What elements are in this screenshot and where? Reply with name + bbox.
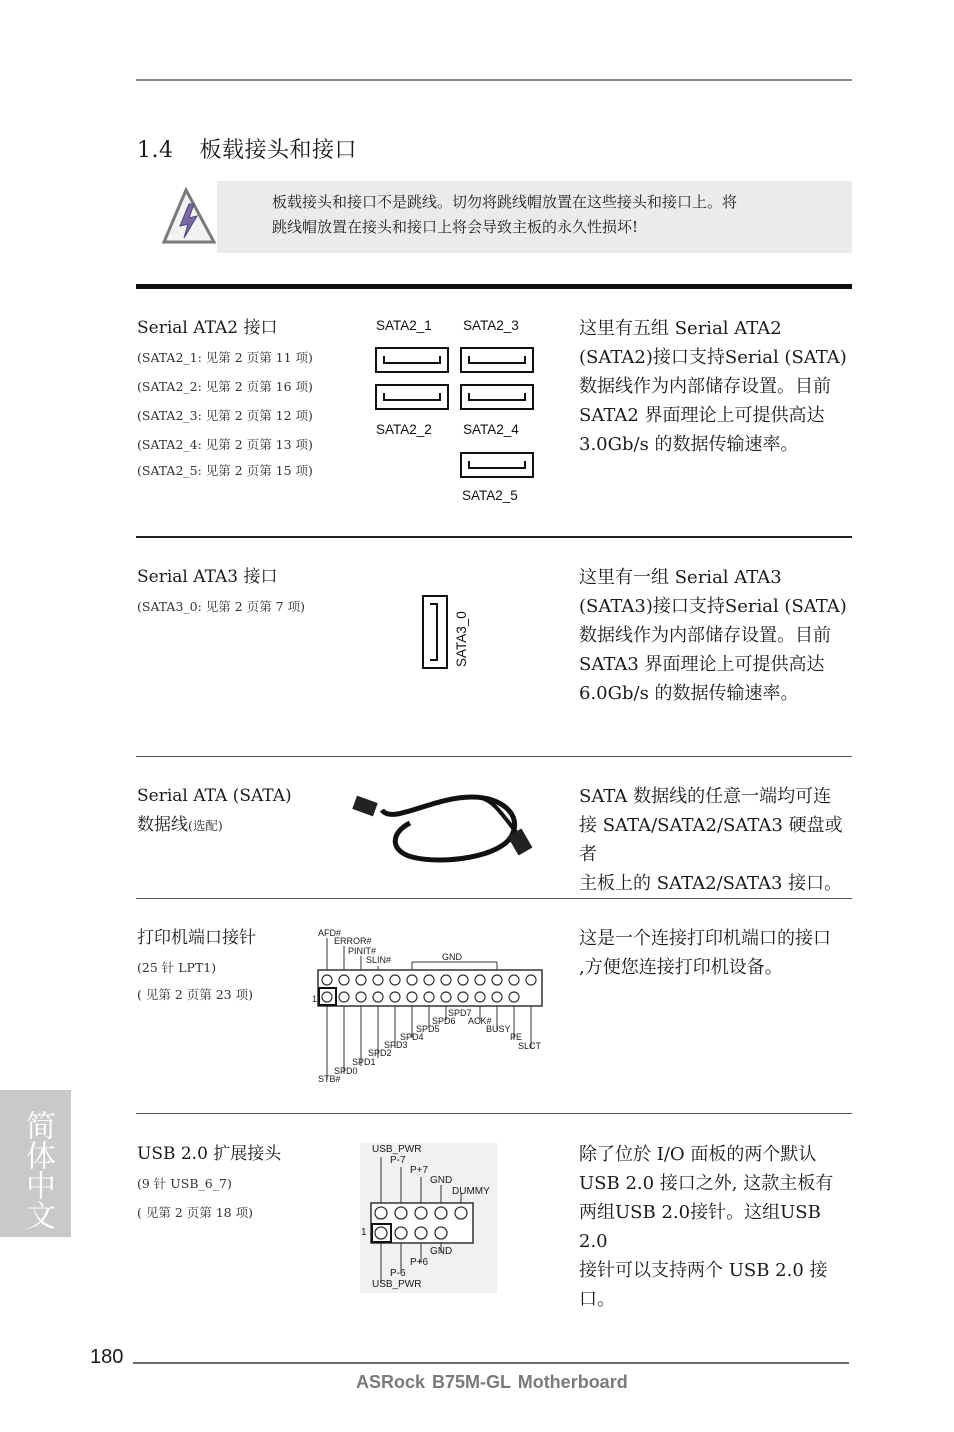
usb-title: USB 2.0 扩展接头 [137, 1144, 282, 1164]
section-number: 1.4 [137, 138, 174, 163]
printer-title: 打印机端口接针 [137, 928, 256, 948]
usb-label-p7-plus: P+7 [410, 1165, 429, 1176]
sata2-desc-line-3: 数据线作为内部储存设置。目前 [579, 376, 831, 397]
sata3-desc-line-4: SATA3 界面理论上可提供高达 [579, 654, 825, 675]
usb-header-diagram [360, 1143, 497, 1293]
usb-label-p6-plus: P+6 [410, 1257, 429, 1268]
usb-label-gnd-bottom: GND [430, 1246, 453, 1257]
usb-label-dummy: DUMMY [452, 1186, 490, 1197]
warning-text [272, 190, 842, 240]
sata2-ref-2: (SATA2_2: 见第 2 页第 16 项) [137, 379, 313, 394]
usb-label-p6-minus: P-6 [390, 1268, 406, 1279]
cable-optional: (选配) [188, 818, 223, 833]
cable-title-2-text: 数据线 [137, 815, 188, 835]
sata2-desc-line-1: 这里有五组 Serial ATA2 [579, 318, 782, 339]
printer-label-slin: SLIN# [366, 955, 392, 965]
cable-desc-line-2: 接 SATA/SATA2/SATA3 硬盘或者 [579, 815, 843, 865]
sata3-description [579, 563, 854, 708]
usb-ref: ( 见第 2 页第 18 项) [137, 1205, 253, 1220]
usb-desc-line-4: 接针可以支持两个 USB 2.0 接 [579, 1260, 828, 1281]
sata2-ref-3: (SATA2_3: 见第 2 页第 12 项) [137, 408, 313, 423]
printer-label-pinit: PINIT# [348, 946, 377, 956]
printer-label-stb: STB# [318, 1074, 341, 1084]
printer-label-slct: SLCT [518, 1041, 542, 1051]
section-heading [137, 133, 357, 164]
printer-label-spd1: SPD1 [352, 1057, 376, 1067]
sata2-description [579, 314, 854, 459]
usb-desc-line-5: 口。 [579, 1289, 615, 1310]
printer-label-pe: PE [510, 1032, 523, 1042]
printer-pins: (25 针 LPT1) [137, 960, 217, 975]
sata2-title: Serial ATA2 接口 [137, 318, 278, 338]
usb-label-p7-minus: P-7 [390, 1155, 406, 1166]
thick-rule [136, 284, 852, 289]
usb-label-pwr-top: USB_PWR [372, 1144, 422, 1155]
cable-desc-line-1: SATA 数据线的任意一端均可连 [579, 786, 832, 807]
sata2-desc-line-2: (SATA2)接口支持Serial (SATA) [579, 347, 847, 368]
sata2-desc-line-5: 3.0Gb/s 的数据传输速率。 [579, 434, 799, 455]
printer-label-busy: BUSY [486, 1024, 511, 1034]
divider-2 [136, 756, 852, 757]
printer-label-spd7: SPD7 [448, 1008, 472, 1018]
sata2-3-label: SATA2_3 [463, 318, 519, 333]
usb-desc-line-1: 除了位於 I/O 面板的两个默认 [579, 1144, 817, 1165]
divider-3 [136, 898, 852, 899]
warning-line-2: 跳线帽放置在接头和接口上将会导致主板的永久性损坏! [272, 218, 639, 236]
section-title: 板载接头和接口 [199, 138, 358, 163]
usb-label-pin1: 1 [361, 1227, 367, 1238]
printer-label-spd6: SPD6 [432, 1016, 456, 1026]
printer-label-spd0: SPD0 [334, 1066, 358, 1076]
sata3-desc-line-5: 6.0Gb/s 的数据传输速率。 [579, 683, 799, 704]
printer-label-pin1: 1 [312, 994, 318, 1004]
printer-label-gnd: GND [442, 952, 462, 962]
footer-product-name: ASRock B75M-GL Motherboard [356, 1372, 628, 1392]
printer-label-error: ERROR# [334, 936, 372, 946]
footer-rule [133, 1362, 849, 1364]
sata2-3-connector [460, 347, 534, 373]
sata3-label: SATA3_0 [454, 611, 469, 667]
printer-label-spd4: SPD4 [400, 1032, 424, 1042]
language-side-tab-label: 简体中文 [20, 1110, 55, 1230]
printer-label-spd5: SPD5 [416, 1024, 440, 1034]
sata-cable-image [352, 785, 538, 867]
cable-desc-line-3: 主板上的 SATA2/SATA3 接口。 [579, 873, 843, 894]
warning-line-1: 板载接头和接口不是跳线。切勿将跳线帽放置在这些接头和接口上。将 [272, 193, 738, 211]
cable-description [579, 782, 854, 898]
sata3-desc-line-2: (SATA3)接口支持Serial (SATA) [579, 596, 847, 617]
sata2-desc-line-4: SATA2 界面理论上可提供高达 [579, 405, 825, 426]
top-rule [136, 79, 852, 81]
sata2-5-connector [460, 452, 534, 478]
sata3-desc-line-1: 这里有一组 Serial ATA3 [579, 567, 782, 588]
cable-title: Serial ATA (SATA) [137, 786, 292, 806]
printer-header-diagram [312, 924, 550, 1090]
sata3-desc-line-3: 数据线作为内部储存设置。目前 [579, 625, 831, 646]
printer-label-afd: AFD# [318, 928, 342, 938]
printer-description [579, 924, 854, 982]
sata3-connector [422, 595, 448, 669]
divider-4 [136, 1113, 852, 1114]
sata2-5-label: SATA2_5 [462, 488, 518, 503]
sata2-2-label: SATA2_2 [376, 422, 432, 437]
warning-icon [160, 186, 218, 246]
sata2-1-label: SATA2_1 [376, 318, 432, 333]
printer-ref: ( 见第 2 页第 23 项) [137, 987, 253, 1002]
sata2-4-label: SATA2_4 [463, 422, 519, 437]
sata2-ref-1: (SATA2_1: 见第 2 页第 11 项) [137, 350, 313, 365]
divider-1 [136, 536, 852, 538]
usb-description [579, 1140, 854, 1314]
sata2-2-connector [375, 384, 449, 410]
usb-desc-line-3: 两组USB 2.0接针。这组USB 2.0 [579, 1202, 821, 1252]
page-number: 180 [90, 1346, 124, 1368]
usb-label-pwr-bottom: USB_PWR [372, 1279, 422, 1290]
usb-desc-line-2: USB 2.0 接口之外, 这款主板有 [579, 1173, 834, 1194]
sata2-ref-5: (SATA2_5: 见第 2 页第 15 项) [137, 463, 313, 478]
printer-label-spd2: SPD2 [368, 1048, 392, 1058]
sata2-1-connector [375, 347, 449, 373]
printer-label-ack: ACK# [468, 1016, 492, 1026]
cable-title-2 [137, 811, 223, 840]
printer-desc-line-1: 这是一个连接打印机端口的接口 [579, 928, 831, 949]
usb-label-gnd-top: GND [430, 1175, 453, 1186]
usb-header-pins [360, 1143, 497, 1293]
sata3-title: Serial ATA3 接口 [137, 567, 278, 587]
sata2-ref-4: (SATA2_4: 见第 2 页第 13 项) [137, 437, 313, 452]
printer-desc-line-2: ,方便您连接打印机设备。 [579, 957, 783, 978]
usb-pins: (9 针 USB_6_7) [137, 1176, 232, 1191]
sata2-4-connector [460, 384, 534, 410]
sata3-ref-1: (SATA3_0: 见第 2 页第 7 项) [137, 599, 305, 614]
printer-label-spd3: SPD3 [384, 1040, 408, 1050]
